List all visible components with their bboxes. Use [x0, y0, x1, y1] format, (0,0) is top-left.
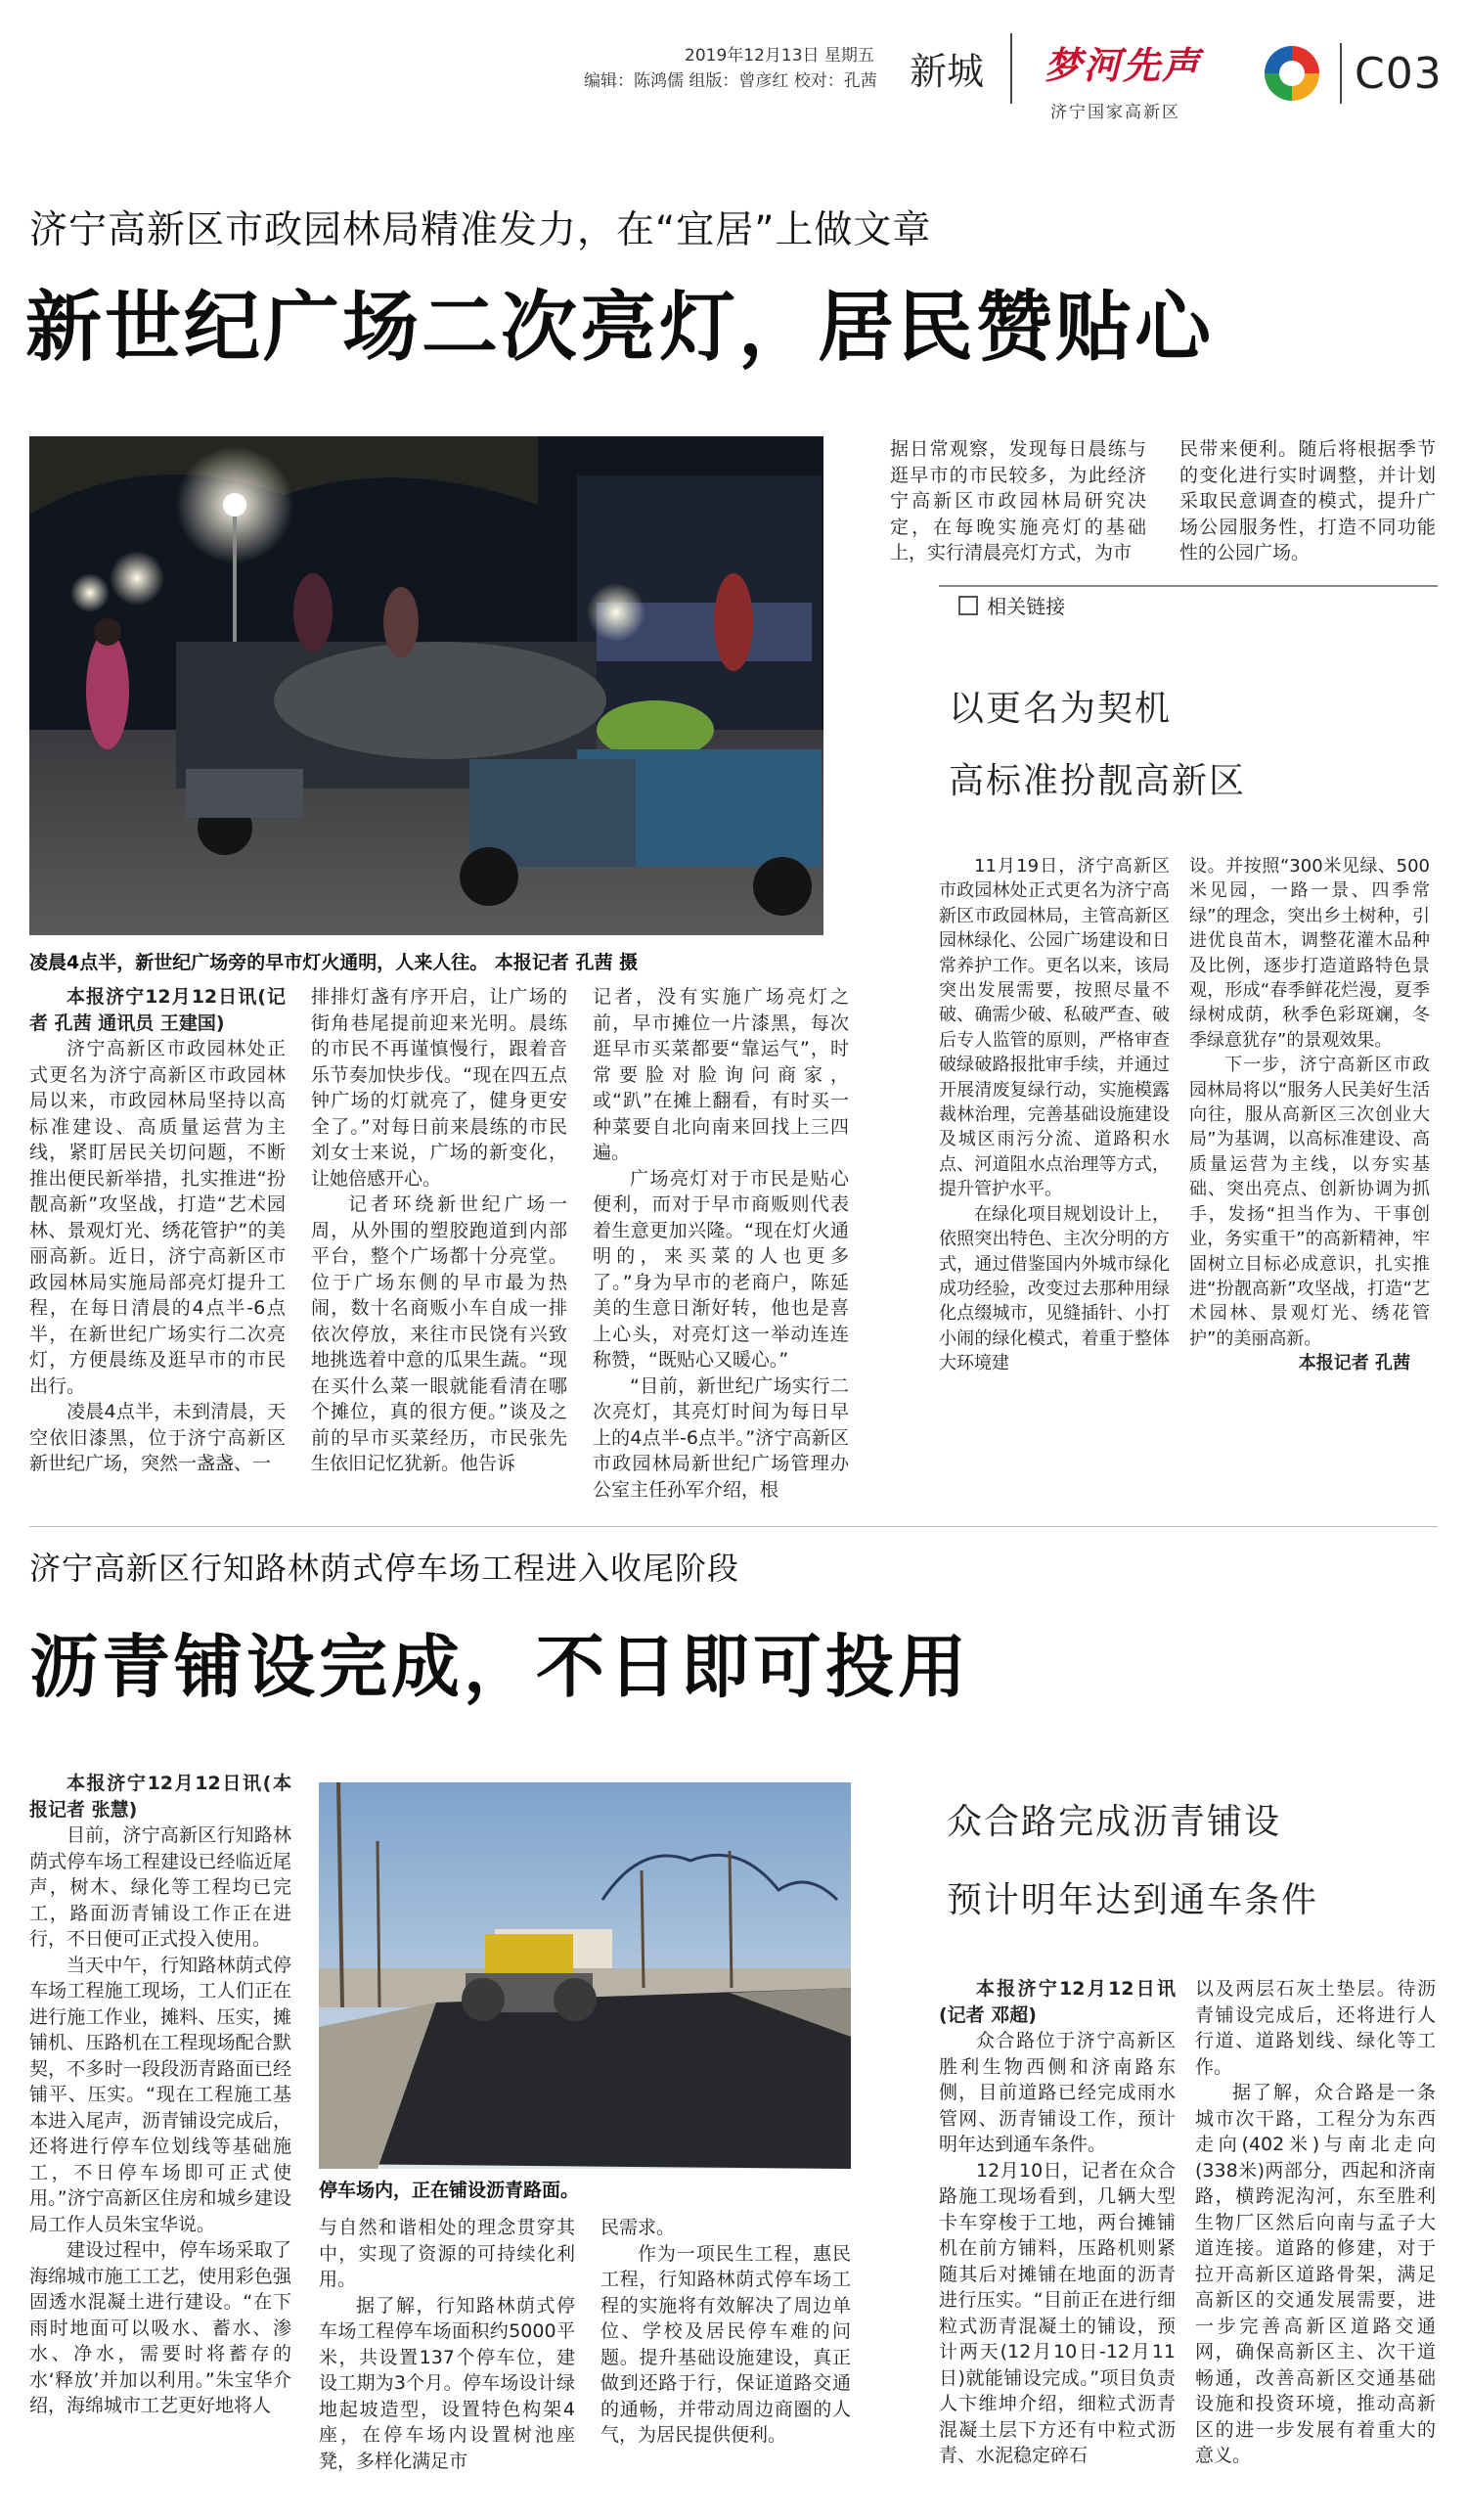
related-links-tag	[958, 591, 1193, 620]
article2-byline: 本报济宁12月12日讯(本报记者 张慧)	[29, 1773, 291, 1821]
article2-headline: 沥青铺设完成，不日即可投用	[29, 1627, 970, 1707]
sidebar-title-line1: 以更名为契机	[949, 689, 1173, 729]
article2-col2	[319, 2215, 575, 2474]
article2-col3-p2: 作为一项民生工程，惠民工程，行知路林荫式停车场工程的实施将有效解决了周边单位、学校及居民停车难的问题。提升基础设施建设，真正做到还路于行，保证道路交通的通畅，并带动周边商圈的人气，为居民提供便利。	[600, 2242, 851, 2446]
article2-col2-p2: 据了解，行知路林荫式停车场工程停车场面积约5000平米，共设置137个停车位，建设工期为3个月。停车场设计绿地起坡造型，设置特色构架4座，在停车场内设置树池座凳，多样化满足市	[319, 2294, 575, 2472]
sidebar-col2	[1189, 854, 1430, 1376]
article1-col2-p2: 记者环绕新世纪广场一周，从外围的塑胶跑道到内部平台，整个广场都十分亮堂。位于广场东侧的早市最为热闹，数十名商贩小车自成一排依次停放，来往市民饶有兴致地挑选着中意的瓜果生蔬。“现在买什么菜一眼就能看清在哪个摊位，真的很方便。”谈及之前的早市买菜经历，市民张先生依旧记忆犹新。他告诉	[311, 1193, 567, 1474]
editors-line: 编辑：陈鸿儒 组版：曾彦红 校对：孔茜	[584, 71, 877, 91]
article3-title-line1: 众合路完成沥青铺设	[947, 1802, 1282, 1842]
article1-col1-p1: 济宁高新区市政园林处正式更名为济宁高新区市政园林局以来，市政园林局坚持以高标准建设、高质量运营为主线，紧盯居民关切问题，不断推出便民新举措，扎实推进“扮靓高新”攻坚战，打造“艺术园林、景观灯光、绣花管护”的美丽高新。近日，济宁高新区市政园林局实施局部亮灯提升工程，在每日清晨的4点半-6点半，在新世纪广场实行二次亮灯，方便晨练及逛早市的市民出行。	[29, 1038, 286, 1397]
article1-photo-caption: 凌晨4点半，新世纪广场旁的早市灯火通明，人来人往。 本报记者 孔茜 摄	[29, 952, 639, 973]
article1-col2-p1: 排排灯盏有序开启，让广场的街角巷尾提前迎来光明。晨练的市民不再谨慎慢行，跟着音乐节奏加快步伐。“现在四五点钟广场的灯就亮了，健身更安全了。”对每日前来晨练的市民刘女士来说，广场的新变化，让她倍感开心。	[311, 986, 567, 1190]
article3-col1-p2: 12月10日，记者在众合路施工现场看到，几辆大型卡车穿梭于工地，两台摊铺机在前方铺料，压路机则紧随其后对摊铺在地面的沥青进行压实。“目前正在进行细粒式沥青混凝土的铺设，预计两天(12月10日-12月11日)就能铺设完成。”项目负责人卞维坤介绍，细粒式沥青混凝土层下方还有中粒式沥青、水泥稳定碎石	[939, 2159, 1176, 2466]
article3-col1-p1: 众合路位于济宁高新区胜利生物西侧和济南路东侧，目前道路已经完成雨水管网、沥青铺设工作，预计明年达到通车条件。	[939, 2030, 1176, 2155]
article1-photo	[29, 436, 823, 935]
article1-col4-p1: 据日常观察，发现每日晨练与逛早市的市民较多，为此经济宁高新区市政园林局研究决定，在每晚实施亮灯的基础上，实行清晨亮灯方式，为市	[890, 438, 1146, 563]
paper-name-logo: 梦河先声	[1045, 43, 1202, 87]
article1-col5	[1179, 436, 1436, 566]
article1-col3	[593, 984, 849, 1503]
article2-kicker: 济宁高新区行知路林荫式停车场工程进入收尾阶段	[29, 1550, 740, 1587]
article2-col3-p1: 民需求。	[600, 2217, 676, 2238]
article2-col3	[600, 2215, 851, 2449]
related-links-icon	[958, 596, 978, 615]
article2-col2-p1: 与自然和谐相处的理念贯穿其中，实现了资源的可持续化利用。	[319, 2217, 575, 2290]
article1-col1-p2: 凌晨4点半，未到清晨，天空依旧漆黑，位于济宁高新区新世纪广场，突然一盏盏、一	[29, 1401, 286, 1474]
sidebar-col1-p1: 11月19日，济宁高新区市政园林处正式更名为济宁高新区市政园林局，主管高新区园林绿化、公园广场建设和日常养护工作。更名以来，该局突出发展需要，按照尽量不破、确需少破、私破严查、破后专人监管的原则，严格审查破绿破路报批审手续，并通过开展清废复绿行动，实施模露裁林治理，完善基础设施建设及城区雨污分流、道路积水点、河道阻水点治理等方式，提升管护水平。	[939, 856, 1170, 1200]
article1-headline: 新世纪广场二次亮灯，居民赞贴心	[25, 284, 1215, 372]
article1-col4	[890, 436, 1146, 566]
page-number: C03	[1355, 49, 1443, 99]
article1-col3-p1: 记者，没有实施广场亮灯之前，早市摊位一片漆黑，每次逛早市买菜都要“靠运气”，时常要脸对脸询问商家，或“趴”在摊上翻看，有时买一种菜要自北向南来回找上三四遍。	[593, 986, 849, 1163]
sidebar-title-line2: 高标准扮靓高新区	[949, 761, 1247, 801]
article1-col2	[311, 984, 567, 1477]
article3-byline: 本报济宁12月12日讯(记者 邓超)	[939, 1978, 1176, 2026]
sidebar-col1	[939, 854, 1170, 1376]
sidebar-col2-p1: 设。并按照“300米见绿、500米见园，一路一景、四季常绿”的理念，突出乡土树种，引进优良苗木，调整花灌木品种及比例，逐步打造道路特色景观，形成“春季鲜花烂漫，夏季绿树成荫，秋季色彩斑斓，冬季绿意犹存”的景观效果。	[1189, 856, 1430, 1051]
article1-byline: 本报济宁12月12日讯(记者 孔茜 通讯员 王建国)	[29, 986, 286, 1034]
article1-col1	[29, 984, 286, 1477]
paper-subtitle: 济宁国家高新区	[1050, 103, 1180, 122]
logo-mark-icon	[1262, 43, 1322, 104]
article1-kicker: 济宁高新区市政园林局精准发力，在“宜居”上做文章	[29, 208, 932, 252]
sidebar-top-rule	[939, 585, 1438, 587]
article2-photo-caption: 停车场内，正在铺设沥青路面。	[319, 2180, 580, 2201]
article3-col2-p2: 据了解，众合路是一条城市次干路，工程分为东西走向(402米)与南北走向(338米)两部分，西起和济南路，横跨泥沟河，东至胜利生物厂区然后向南与孟子大道连接。道路的修建，对于拉开高新区道路骨架，满足高新区的交通发展需要，进一步完善高新区道路交通网，确保高新区主、次干道畅通，改善高新区交通基础设施和投资环境，推动高新区的进一步发展有着重大的意义。	[1195, 2082, 1436, 2466]
article3-col1	[939, 1976, 1176, 2469]
sidebar-col1-p2: 在绿化项目规划设计上，依照突出特色、主次分明的方式，通过借鉴国内外城市绿化成功经验，改变过去那种用绿化点缀城市，见缝插针、小打小闹的绿化模式，着重于整体大环境建	[939, 1203, 1170, 1374]
article2-photo	[319, 1782, 851, 2169]
article3-title-line2: 预计明年达到通车条件	[947, 1880, 1319, 1920]
article3-col2-p1: 以及两层石灰土垫层。待沥青铺设完成后，还将进行人行道、道路划线、绿化等工作。	[1195, 1978, 1436, 2078]
article2-col1-p3: 建设过程中，停车场采取了海绵城市施工工艺，使用彩色强固透水混凝土进行建设。“在下雨时地面可以吸水、蓄水、渗水、净水，需要时将蓄存的水‘释放’并加以利用。”朱宝华介绍，海绵城市工艺更好地将人	[29, 2239, 291, 2416]
article2-col1-p1: 目前，济宁高新区行知路林荫式停车场工程建设已经临近尾声，树木、绿化等工程均已完工，路面沥青铺设工作正在进行，不日便可正式投入使用。	[29, 1824, 291, 1950]
article1-col5-p1: 民带来便利。随后将根据季节的变化进行实时调整，并计划采取民意调查的模式，提升广场公园服务性，打造不同功能性的公园广场。	[1179, 438, 1436, 563]
page-no-divider	[1340, 43, 1342, 104]
article2-col1	[29, 1771, 291, 2419]
sidebar-col2-p2: 下一步，济宁高新区市政园林局将以“服务人民美好生活向往，服从高新区三次创业大局”为基调，以高标准建设、高质量运营为主线，以夯实基础、突出亮点、创新协调为抓手，发扬“担当作为、干事创业，务实重干”的高新精神，牢固树立目标必成意识，扎实推进“扮靓高新”攻坚战，打造“艺术园林、景观灯光、绣花管护”的美丽高新。	[1189, 1055, 1430, 1349]
sidebar-signature: 本报记者 孔茜	[1298, 1353, 1410, 1374]
article1-col3-p3: “目前，新世纪广场实行二次亮灯，其亮灯时间为每日早上的4点半-6点半。”济宁高新区市政园林局新世纪广场管理办公室主任孙军介绍，根	[593, 1374, 849, 1501]
article2-col1-p2: 当天中午，行知路林荫式停车场工程施工现场，工人们正在进行施工作业，摊料、压实，摊铺机、压路机在工程现场配合默契，不多时一段段沥青路面已经铺平、压实。“现在工程施工基本进入尾声，沥青铺设完成后，还将进行停车位划线等基础施工，不日停车场即可正式使用。”济宁高新区住房和城乡建设局工作人员朱宝华说。	[29, 1954, 291, 2235]
masthead-divider	[1010, 33, 1012, 104]
article3-col2	[1195, 1976, 1436, 2469]
section-name: 新城	[910, 50, 985, 93]
masthead	[0, 0, 1467, 127]
related-links-label: 相关链接	[987, 595, 1066, 618]
article1-col3-p2: 广场亮灯对于市民是贴心便利，而对于早市商贩则代表着生意更加兴隆。“现在灯火通明的，来买菜的人也更多了。”身为早市的老商户，陈延美的生意日渐好转，他也是喜上心头，对亮灯这一举动连连称赞，“既贴心又暖心。”	[593, 1167, 849, 1371]
date-line: 2019年12月13日 星期五	[685, 46, 874, 66]
article2-top-rule	[29, 1526, 1438, 1527]
